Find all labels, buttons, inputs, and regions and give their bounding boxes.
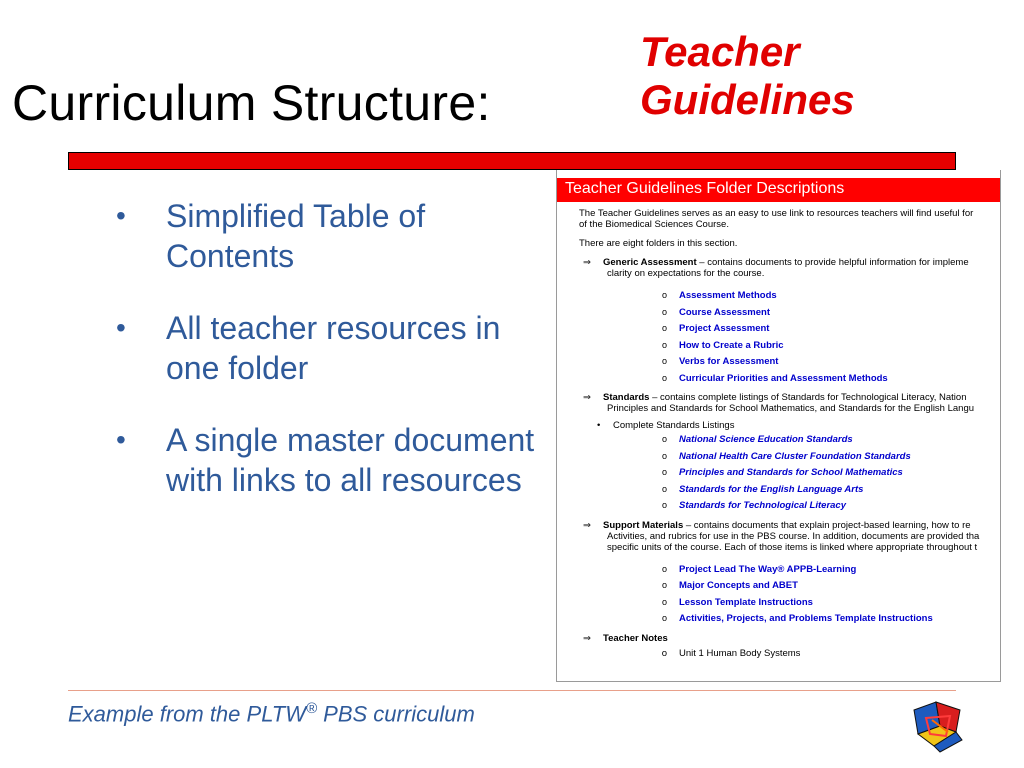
bullet-list	[110, 196, 540, 532]
list-item	[583, 464, 1000, 481]
doc-link[interactable]: National Science Education Standards	[679, 434, 853, 445]
section-desc-cont: Activities, and rubrics for use in the PBS course. In addition, documents are provided tha	[607, 530, 980, 542]
teacher-note-item: Unit 1 Human Body Systems	[679, 647, 801, 659]
sub-bullet-text: Complete Standards Listings	[613, 420, 735, 431]
list-item	[583, 353, 1000, 370]
subtitle-line-1: Teacher	[640, 28, 800, 75]
doc-section-teacher-notes	[583, 633, 1000, 659]
circle-bullet-icon: o	[661, 306, 667, 317]
circle-bullet-icon: o	[661, 290, 667, 300]
footer-suffix: PBS curriculum	[317, 701, 475, 727]
subtitle-line-2: Guidelines	[640, 76, 855, 123]
section-sub-bullet	[597, 420, 1000, 431]
bullet-item	[110, 420, 540, 500]
circle-bullet-icon: o	[661, 356, 667, 366]
doc-intro	[579, 208, 1000, 230]
doc-heading: Teacher Guidelines Folder Descriptions	[557, 178, 1000, 202]
section-link-list	[583, 561, 1000, 627]
circle-bullet-icon: o	[661, 483, 667, 494]
section-link-list	[583, 431, 1000, 514]
section-name: Teacher Notes	[603, 632, 668, 644]
circle-bullet-icon: o	[661, 450, 667, 461]
doc-link[interactable]: How to Create a Rubric	[679, 339, 784, 351]
section-link-list	[583, 287, 1000, 386]
bullet-glyph: •	[116, 312, 126, 343]
bullet-item	[110, 196, 540, 276]
circle-bullet-icon: o	[661, 434, 667, 444]
doc-intro-line-1: The Teacher Guidelines serves as an easy to use link to resources teachers will find useful for	[579, 208, 974, 219]
footer-caption	[68, 700, 475, 727]
bullet-text: Simplified Table of Contents	[166, 198, 426, 274]
doc-link[interactable]: National Health Care Cluster Foundation Standards	[679, 450, 911, 462]
slide-subtitle	[640, 28, 855, 124]
section-desc: – contains documents to provide helpful information for impleme	[696, 257, 969, 268]
doc-section-generic-assessment	[583, 257, 1000, 386]
list-item	[583, 481, 1000, 498]
doc-link[interactable]: Activities, Projects, and Problems Template Instructions	[679, 613, 933, 624]
doc-link[interactable]: Curricular Priorities and Assessment Methods	[679, 372, 888, 384]
bullet-glyph: •	[116, 424, 126, 455]
list-item	[583, 431, 1000, 448]
doc-link[interactable]: Standards for the English Language Arts	[679, 483, 864, 495]
section-name: Generic Assessment	[603, 257, 697, 268]
list-item	[583, 648, 1000, 659]
doc-link[interactable]: Lesson Template Instructions	[679, 596, 813, 608]
section-desc: – contains documents that explain project-based learning, how to re	[683, 519, 971, 531]
list-item	[583, 320, 1000, 337]
section-name: Support Materials	[603, 519, 684, 531]
list-item	[583, 610, 1000, 627]
circle-bullet-icon: o	[661, 323, 667, 333]
doc-link[interactable]: Principles and Standards for School Mathematics	[679, 467, 903, 478]
doc-folders-note: There are eight folders in this section.	[579, 238, 738, 249]
circle-bullet-icon: o	[661, 563, 667, 574]
circle-bullet-icon: o	[661, 372, 667, 383]
doc-link[interactable]: Course Assessment	[679, 306, 770, 318]
footer-prefix: Example from the PLTW	[68, 701, 306, 727]
doc-link[interactable]: Verbs for Assessment	[679, 356, 779, 367]
section-desc-cont: specific units of the course. Each of those items is linked where appropriate throughout t	[607, 541, 978, 553]
registered-mark: ®	[306, 700, 318, 717]
list-item	[583, 561, 1000, 578]
slide-title: Curriculum Structure:	[12, 75, 491, 131]
doc-section-support-materials	[583, 520, 1000, 627]
circle-bullet-icon: o	[661, 339, 667, 350]
list-item	[583, 304, 1000, 321]
circle-bullet-icon: o	[661, 467, 667, 477]
circle-bullet-icon: o	[661, 613, 667, 623]
doc-link[interactable]: Project Assessment	[679, 323, 770, 334]
doc-intro-line-2: of the Biomedical Sciences Course.	[579, 219, 729, 230]
bullet-text: A single master document with links to all resources	[166, 422, 535, 498]
list-item	[583, 577, 1000, 594]
footer-divider	[68, 690, 956, 691]
list-item	[583, 370, 1000, 387]
section-desc-cont: Principles and Standards for School Mathematics, and Standards for the English Langu	[607, 403, 975, 414]
arrow-icon: ⇒	[583, 632, 591, 644]
list-item	[583, 287, 1000, 304]
section-desc-cont: clarity on expectations for the course.	[607, 268, 765, 279]
circle-bullet-icon: o	[661, 500, 667, 510]
pltw-logo-icon	[906, 696, 968, 754]
list-item	[583, 497, 1000, 514]
title-divider-bar	[68, 152, 956, 170]
circle-bullet-icon: o	[661, 647, 667, 659]
doc-body	[557, 202, 1000, 659]
bullet-glyph: •	[597, 420, 601, 431]
embedded-document-screenshot	[556, 170, 1001, 682]
section-desc: – contains complete listings of Standards for Technological Literacy, Nation	[649, 392, 967, 403]
doc-link[interactable]: Project Lead The Way® APPB-Learning	[679, 563, 857, 575]
arrow-icon: ⇒	[583, 257, 591, 268]
section-name: Standards	[603, 392, 650, 403]
doc-link[interactable]: Major Concepts and ABET	[679, 580, 798, 591]
doc-section-standards	[583, 392, 1000, 514]
arrow-icon: ⇒	[583, 392, 591, 403]
doc-link[interactable]: Assessment Methods	[679, 290, 777, 301]
bullet-text: All teacher resources in one folder	[166, 310, 501, 386]
doc-link[interactable]: Standards for Technological Literacy	[679, 500, 846, 511]
circle-bullet-icon: o	[661, 580, 667, 590]
bullet-item	[110, 308, 540, 388]
list-item	[583, 448, 1000, 465]
bullet-glyph: •	[116, 200, 126, 231]
list-item	[583, 337, 1000, 354]
circle-bullet-icon: o	[661, 596, 667, 607]
arrow-icon: ⇒	[583, 519, 591, 531]
list-item	[583, 594, 1000, 611]
